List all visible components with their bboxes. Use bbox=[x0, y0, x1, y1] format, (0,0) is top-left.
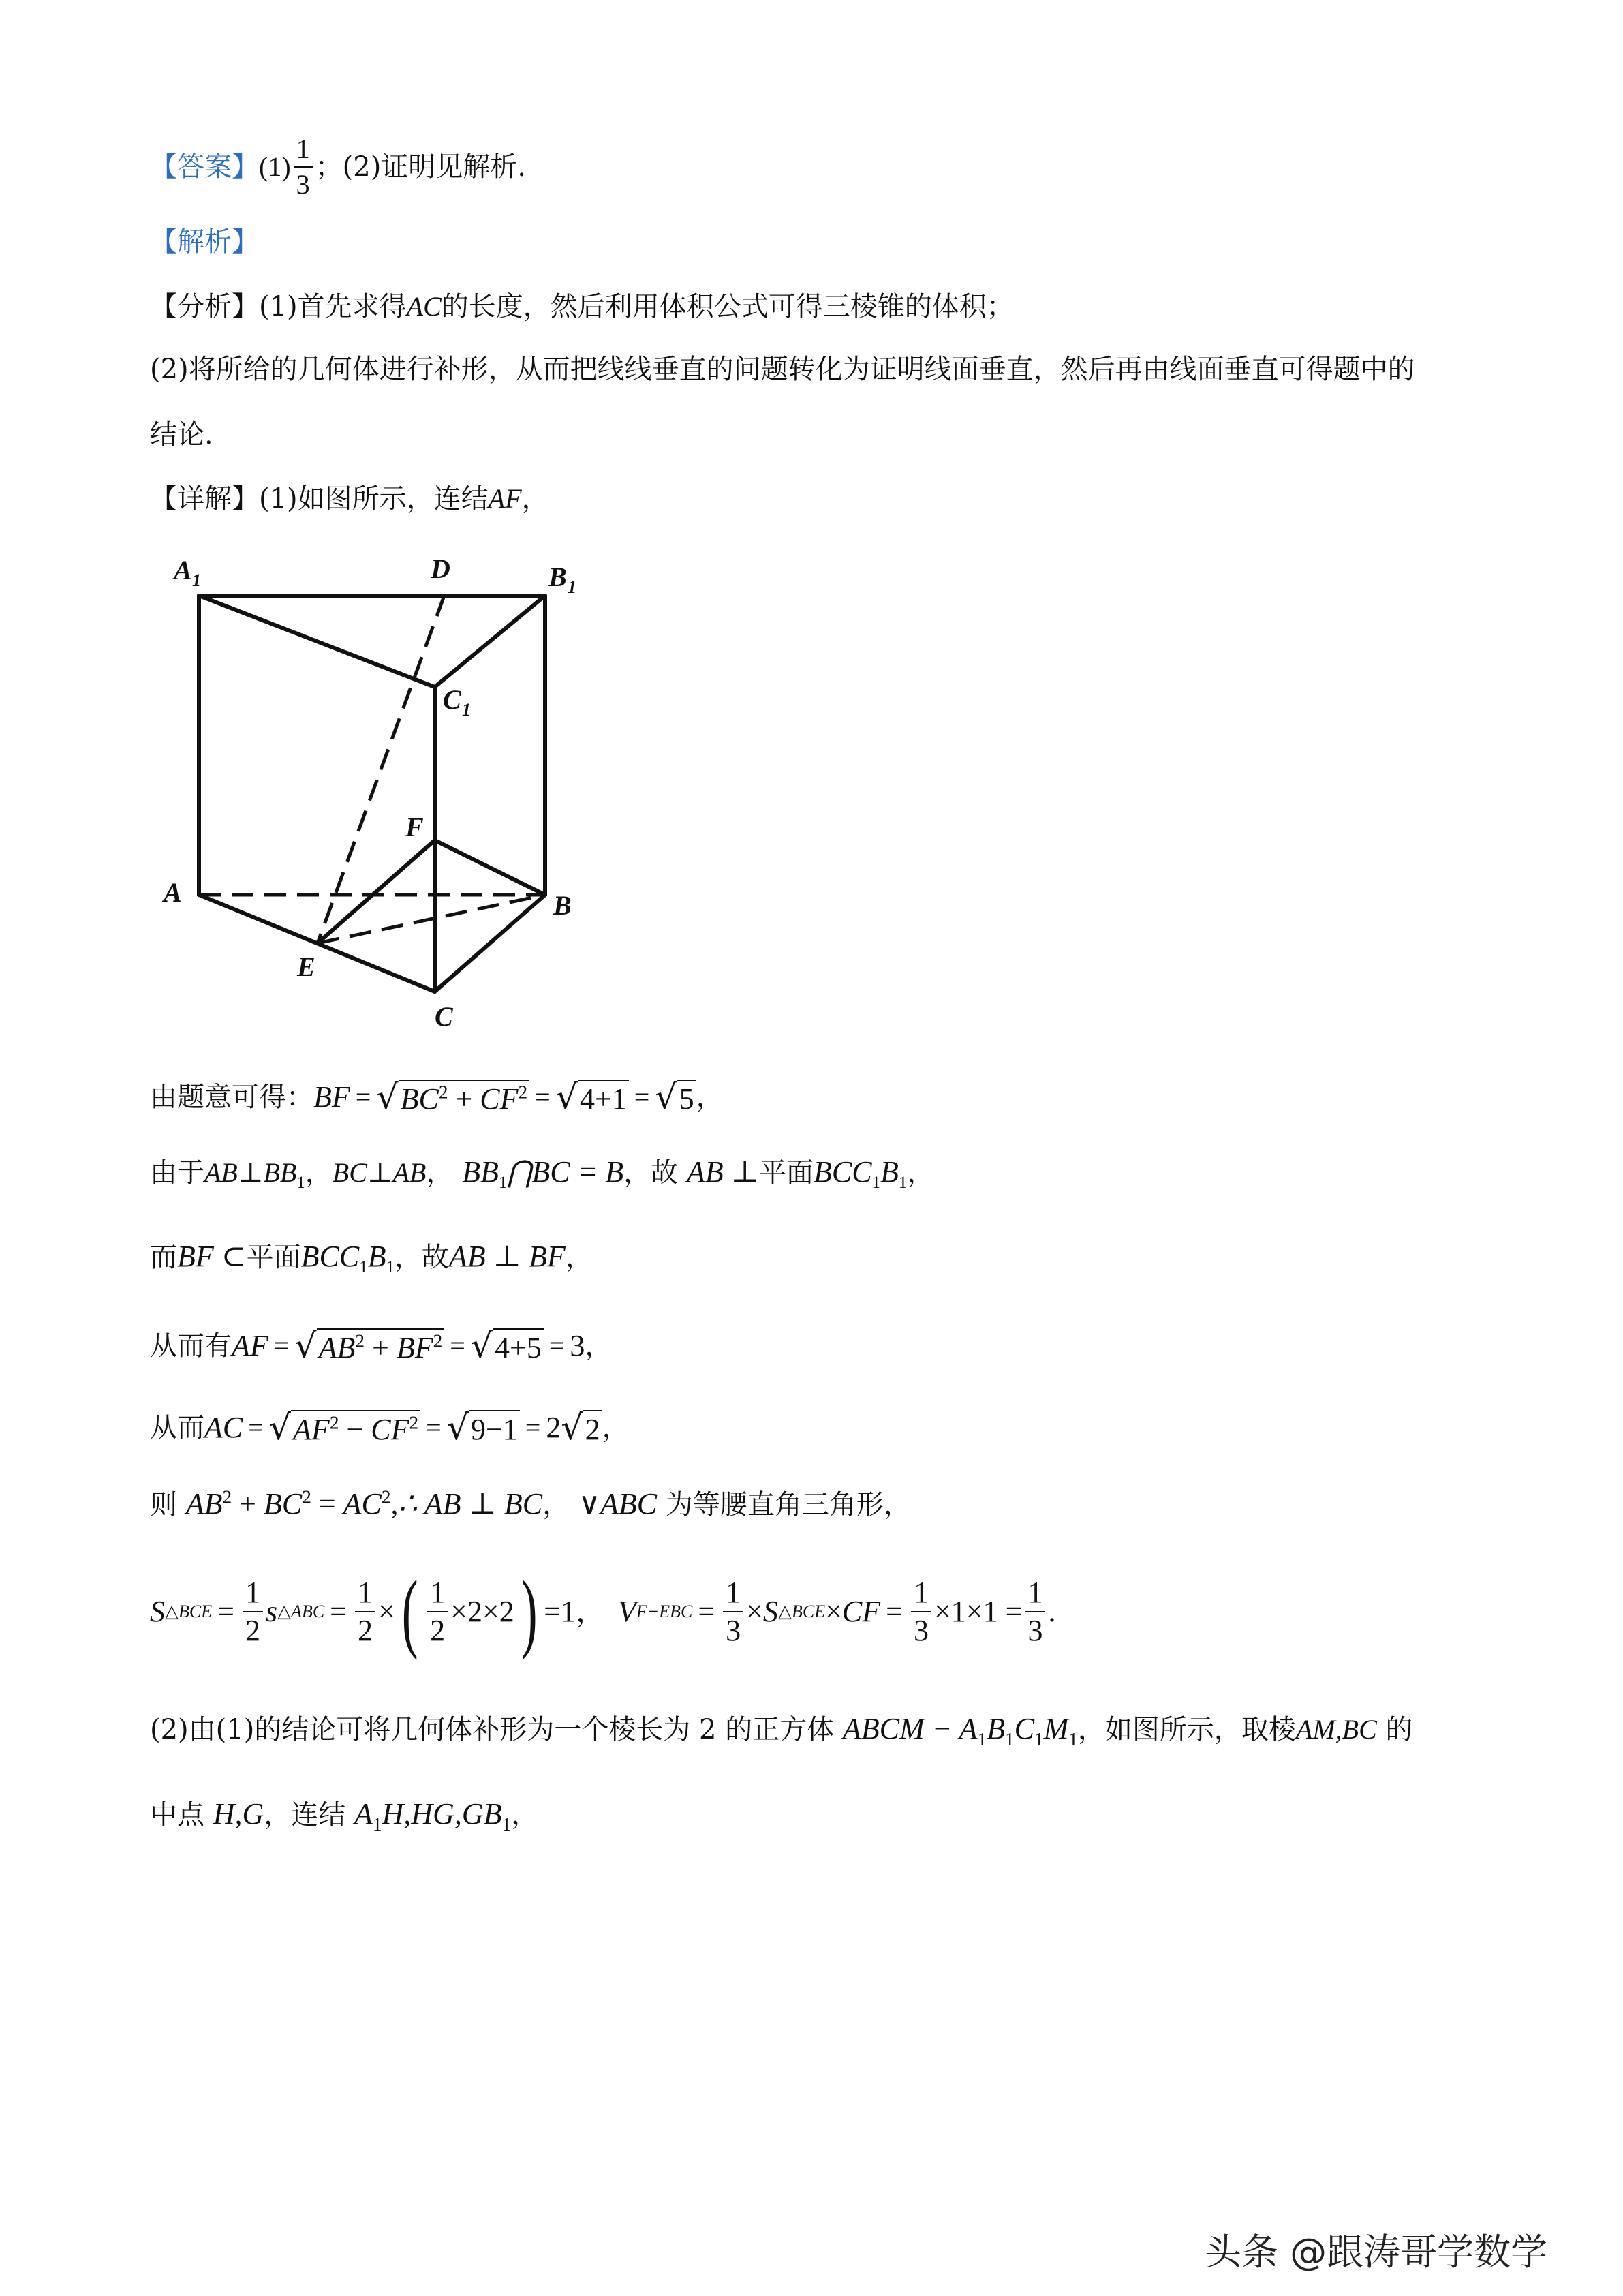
s7-s: s bbox=[265, 1595, 278, 1628]
term-4plus5: 4+5 bbox=[493, 1328, 544, 1364]
step-bf-intro: 由题意可得： bbox=[150, 1082, 313, 1113]
s8-f: AM,BC bbox=[1295, 1714, 1377, 1745]
s4-lhs: AF bbox=[232, 1329, 268, 1362]
sqrt-4-5: √4+5 bbox=[471, 1329, 544, 1364]
s3-c: BCC bbox=[300, 1240, 360, 1273]
sqrt-2: √2 bbox=[561, 1411, 602, 1445]
label-c: C bbox=[435, 1001, 453, 1032]
xiangjie-text: (1)如图所示，连结 bbox=[259, 483, 489, 515]
s2-b: BC⊥AB bbox=[332, 1157, 427, 1188]
fraction-numerator: 1 bbox=[296, 134, 310, 164]
s9-b: ，连结 bbox=[264, 1799, 346, 1831]
fenxi-line1 bbox=[150, 293, 1014, 320]
term-af: AF bbox=[293, 1412, 330, 1446]
label-b: B bbox=[553, 890, 572, 921]
s2-f: 平面 bbox=[759, 1157, 814, 1189]
xiangjie-var: AF bbox=[488, 483, 522, 514]
answer-tag: 【答案】 bbox=[150, 151, 259, 183]
prism-figure bbox=[157, 545, 606, 1043]
s2-pre: 由于 bbox=[150, 1157, 204, 1189]
s3-b: 平面 bbox=[246, 1242, 301, 1273]
label-b1: B bbox=[548, 562, 567, 592]
sqrt-9-1: √9−1 bbox=[447, 1411, 520, 1445]
s6-pre: 则 bbox=[150, 1489, 177, 1520]
label-a1-sub: 1 bbox=[192, 570, 201, 590]
s2-g: BCC bbox=[814, 1155, 872, 1189]
s3-d: B bbox=[367, 1240, 386, 1273]
step-volume: S △BCE = $\frac{1}{2}$ s △ABC = $\frac{1}{2}$ × ( $\frac{1}{2}$ ×2×2 ) =1 ， V F−EBC = $\frac{1}{3}$ × S △BCE × CF = $\frac{1}{3}$ ×1×1 = $\frac{1}{3}$ . bbox=[150, 1563, 1056, 1661]
edge-f-b bbox=[435, 840, 545, 895]
s8-b: B bbox=[987, 1712, 1005, 1745]
s6-a: AB bbox=[185, 1487, 223, 1520]
s8-d: M bbox=[1043, 1712, 1069, 1745]
watermark: 头条 @跟涛哥学数学 bbox=[1205, 2231, 1548, 2274]
xiangjie-line bbox=[150, 483, 549, 515]
fraction-denominator: 3 bbox=[294, 166, 313, 199]
s8-g: 的 bbox=[1385, 1714, 1413, 1745]
s5-lhs: AC bbox=[204, 1411, 243, 1444]
edge-a1-c1 bbox=[199, 596, 435, 687]
s5-pre: 从而 bbox=[150, 1412, 204, 1443]
sqrt-5: √5 bbox=[655, 1080, 696, 1115]
s9-c: A bbox=[354, 1797, 373, 1831]
s9-d: H,HG,GB bbox=[382, 1797, 502, 1831]
s2-h: B bbox=[880, 1155, 899, 1189]
step-ac: 从而 AC = $√AF^2 - CF^2$ = √9−1 = 2 √2 ， bbox=[150, 1407, 630, 1448]
answer-fraction bbox=[294, 135, 313, 199]
s5-res: 2 bbox=[546, 1411, 561, 1444]
sqrt-af-cf: $√AF^2 - CF^2$ bbox=[269, 1411, 420, 1445]
step-perp: 由于$AB\perp BB_1$，BC⊥AB， $BB_1⋂BC = B$，故 AB ⊥平面$BCC_1B_1$， bbox=[150, 1155, 935, 1192]
step-midpoints: 中点 H,G，连结 $A_1H,HG,GB_1$， bbox=[150, 1797, 539, 1835]
label-d: D bbox=[431, 553, 450, 584]
answer-part1: (1) bbox=[259, 151, 291, 182]
fenxi-text-pre: (1)首先求得 bbox=[259, 291, 407, 322]
term-4plus1: 4+1 bbox=[578, 1080, 629, 1116]
edge-c1-b1 bbox=[435, 596, 545, 687]
s3-e: ，故 bbox=[394, 1242, 449, 1273]
xiangjie-end: ， bbox=[521, 483, 549, 515]
s7-V: V bbox=[617, 1595, 636, 1628]
fenxi-tag: 【分析】 bbox=[150, 291, 259, 322]
term-cf: CF bbox=[480, 1082, 519, 1116]
s6-f: 为等腰直角三角形， bbox=[665, 1489, 911, 1520]
xiangjie-tag: 【详解】 bbox=[150, 483, 259, 515]
s6-c: AC bbox=[343, 1487, 382, 1520]
answer-rest: ；(2)证明见解析. bbox=[315, 151, 527, 183]
s7-CF: CF bbox=[841, 1595, 881, 1628]
s6-b: BC bbox=[263, 1487, 303, 1520]
label-a: A bbox=[164, 877, 182, 908]
s3-a: BF ⊂ bbox=[177, 1240, 247, 1273]
fenxi-line3: 结论. bbox=[150, 419, 213, 450]
s3-f: AB ⊥ BF bbox=[448, 1240, 566, 1273]
fenxi-text-post: 的长度，然后利用体积公式可得三棱锥的体积； bbox=[441, 291, 1014, 322]
s8-pre: (2)由(1)的结论可将几何体补形为一个棱长为 2 的正方体 bbox=[150, 1714, 835, 1745]
s6-d: ∴ AB ⊥ BC bbox=[398, 1487, 543, 1520]
s2-a: AB⊥BB bbox=[204, 1157, 297, 1188]
step-bf: 由题意可得： BF = $√BC^2 + CF^2$ = √4+1 = √5 ， bbox=[150, 1076, 724, 1117]
term-bc: BC bbox=[400, 1082, 439, 1116]
s6-e: ∨ABC bbox=[578, 1487, 658, 1520]
step-bf-end: ， bbox=[696, 1082, 724, 1113]
term-2: 2 bbox=[583, 1410, 602, 1446]
step-cube: (2)由(1)的结论可将几何体补形为一个棱长为 2 的正方体 ABCM − $A_1B_1C_1M_1$，如图所示，取棱AM,BC 的 bbox=[150, 1712, 1413, 1749]
step-af: 从而有 AF = $√AB^2 + BF^2$ = √4+5 = 3 ， bbox=[150, 1325, 613, 1366]
term-cf2: CF bbox=[371, 1412, 409, 1446]
step-bf-in-plane: 而BF ⊂平面$BCC_1B_1$，故AB ⊥ BF， bbox=[150, 1240, 593, 1276]
answer-line bbox=[150, 126, 526, 208]
term-ab: AB bbox=[318, 1330, 356, 1364]
dashed-e-b bbox=[318, 895, 545, 943]
s8-e: ，如图所示，取棱 bbox=[1077, 1714, 1296, 1745]
s9-pre: 中点 bbox=[150, 1799, 204, 1831]
sqrt-bc-cf: $√BC^2 + CF^2$ bbox=[376, 1080, 529, 1115]
term-bf: BF bbox=[396, 1330, 433, 1364]
s7-S2: S bbox=[762, 1595, 778, 1628]
sqrt-ab-bf: $√AB^2 + BF^2$ bbox=[294, 1329, 444, 1364]
fenxi-line2: (2)将所给的几何体进行补形，从而把线线垂直的问题转化为证明线面垂直，然后再由线面垂直可得题中的 bbox=[150, 354, 1415, 385]
s2-c: BB bbox=[462, 1155, 499, 1189]
label-a1: A bbox=[174, 555, 192, 585]
s4-res: 3 bbox=[570, 1329, 585, 1362]
s3-pre: 而 bbox=[150, 1242, 177, 1273]
label-f: F bbox=[405, 812, 424, 842]
fenxi-var-ac: AC bbox=[406, 291, 442, 322]
label-c1-sub: 1 bbox=[462, 700, 471, 720]
term-5: 5 bbox=[677, 1080, 696, 1116]
analysis-tag: 【解析】 bbox=[150, 226, 259, 258]
s9-a: H,G bbox=[213, 1797, 264, 1831]
step-isosceles: 则 $AB^2 + BC^2$ = $AC^2,\therefore$ AB ⊥ BC， ∨ABC 为等腰直角三角形， bbox=[150, 1486, 911, 1520]
label-c1: C bbox=[443, 684, 461, 715]
s4-pre: 从而有 bbox=[150, 1330, 232, 1362]
label-b1-sub: 1 bbox=[568, 577, 576, 597]
s8-c: C bbox=[1014, 1712, 1034, 1745]
s2-d: ，故 bbox=[623, 1157, 679, 1189]
sqrt-4-1: √4+1 bbox=[556, 1080, 629, 1115]
s8-a: ABCM − A bbox=[842, 1712, 978, 1745]
term-9minus1: 9−1 bbox=[469, 1410, 520, 1446]
s7-S: S bbox=[150, 1595, 165, 1628]
label-e: E bbox=[297, 951, 315, 982]
edge-c-b bbox=[435, 895, 545, 992]
step-bf-lhs: BF bbox=[313, 1080, 350, 1114]
s2-c2: ⋂BC = B bbox=[507, 1155, 624, 1189]
s2-e: AB ⊥ bbox=[686, 1155, 760, 1189]
s9-end: ， bbox=[511, 1799, 539, 1831]
